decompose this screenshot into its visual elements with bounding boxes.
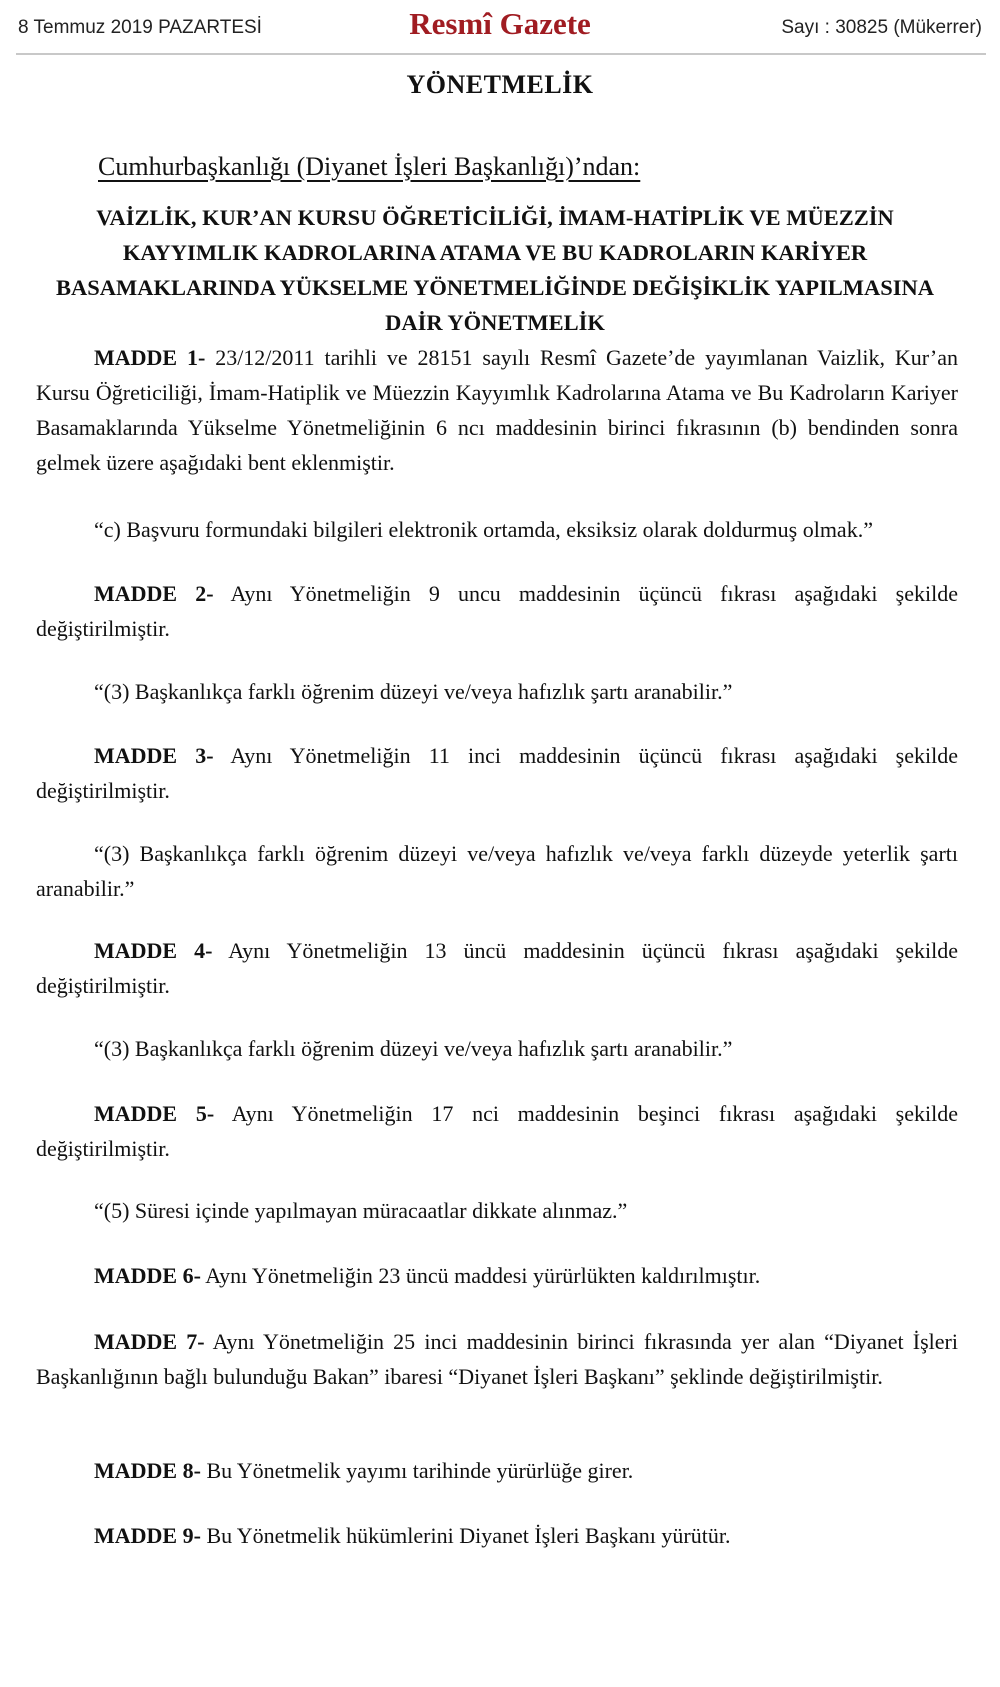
article-text: Aynı Yönetmeliğin 13 üncü maddesinin üçüncü fıkrası aşağıdaki şekilde değiştirilmiştir. — [36, 938, 958, 998]
article-3-quote: “(3) Başkanlıkça farklı öğrenim düzeyi ve/veya hafızlık ve/veya farklı düzeyde yeterlik şartı aranabilir.” — [36, 841, 958, 901]
article-5 — [36, 1096, 958, 1166]
article-5-quote: “(5) Süresi içinde yapılmayan müracaatlar dikkate alınmaz.” — [94, 1198, 628, 1223]
article-text: Aynı Yönetmeliğin 11 inci maddesinin üçüncü fıkrası aşağıdaki şekilde değiştirilmiştir. — [36, 743, 958, 803]
page-header — [0, 0, 1000, 56]
article-label: MADDE 6- — [94, 1263, 201, 1288]
article-text: Aynı Yönetmeliğin 17 nci maddesinin beşinci fıkrası aşağıdaki şekilde değiştirilmiştir. — [36, 1101, 958, 1161]
article-6 — [36, 1258, 958, 1293]
article-label: MADDE 9- — [94, 1523, 201, 1548]
article-8 — [36, 1453, 958, 1488]
article-7 — [36, 1324, 958, 1394]
article-text: Aynı Yönetmeliğin 9 uncu maddesinin üçüncü fıkrası aşağıdaki şekilde değiştirilmiştir. — [36, 581, 958, 641]
article-9 — [36, 1518, 958, 1553]
article-4-quote: “(3) Başkanlıkça farklı öğrenim düzeyi ve/veya hafızlık şartı aranabilir.” — [94, 1036, 733, 1061]
article-2 — [36, 576, 958, 646]
article-text: Aynı Yönetmeliğin 23 üncü maddesi yürürlükten kaldırılmıştır. — [200, 1263, 761, 1288]
article-label: MADDE 2- — [94, 581, 214, 606]
article-label: MADDE 8- — [94, 1458, 201, 1483]
regulation-title: VAİZLİK, KUR’AN KURSU ÖĞRETİCİLİĞİ, İMAM-HATİPLİK VE MÜEZZİN KAYYIMLIK KADROLARINA ATAMA VE BU KADROLARIN KARİYER BASAMAKLARINDA YÜKSELME YÖNETMELİĞİNDE DEĞİŞİKLİK YAPILMASINA DAİR YÖNETMELİK — [55, 205, 935, 335]
article-label: MADDE 7- — [94, 1329, 205, 1354]
article-label: MADDE 3- — [94, 743, 214, 768]
article-text: 23/12/2011 tarihli ve 28151 sayılı Resmî Gazete’de yayımlanan Vaizlik, Kur’an Kursu Öğreticiliği, İmam-Hatiplik ve Müezzin Kayyımlık Kadrolarına Atama ve Bu Kadroların Kariyer Basamaklarında Yükselme Yönetmeliğinin 6 ncı maddesinin birinci fıkrasının (b) bendinden sonra gelmek üzere aşağıdaki bent eklenmiştir. — [36, 345, 958, 475]
publication-title: Resmî Gazete — [409, 6, 591, 41]
article-1 — [36, 340, 958, 480]
issuing-authority: Cumhurbaşkanlığı (Diyanet İşleri Başkanlığı)’ndan: — [98, 152, 641, 181]
article-1-quote: “c) Başvuru formundaki bilgileri elektronik ortamda, eksiksiz olarak doldurmuş olmak.” — [94, 517, 873, 542]
article-label: MADDE 4- — [94, 938, 213, 963]
article-text: Aynı Yönetmeliğin 25 inci maddesinin birinci fıkrasında yer alan “Diyanet İşleri Başkanlığının bağlı bulunduğu Bakan” ibaresi “Diyanet İşleri Başkanı” şeklinde değiştirilmiştir. — [36, 1329, 958, 1389]
article-text: Bu Yönetmelik yayımı tarihinde yürürlüğe girer. — [200, 1458, 634, 1483]
article-label: MADDE 5- — [94, 1101, 215, 1126]
article-label: MADDE 1- — [94, 345, 206, 370]
article-2-quote: “(3) Başkanlıkça farklı öğrenim düzeyi ve/veya hafızlık şartı aranabilir.” — [94, 679, 733, 704]
issue-number: Sayı : 30825 (Mükerrer) — [781, 17, 982, 38]
header-divider — [16, 53, 986, 55]
document-type-title: YÖNETMELİK — [406, 70, 594, 99]
article-3 — [36, 738, 958, 808]
article-4 — [36, 933, 958, 1003]
article-text: Bu Yönetmelik hükümlerini Diyanet İşleri Başkanı yürütür. — [200, 1523, 731, 1548]
publication-date: 8 Temmuz 2019 PAZARTESİ — [18, 17, 262, 38]
